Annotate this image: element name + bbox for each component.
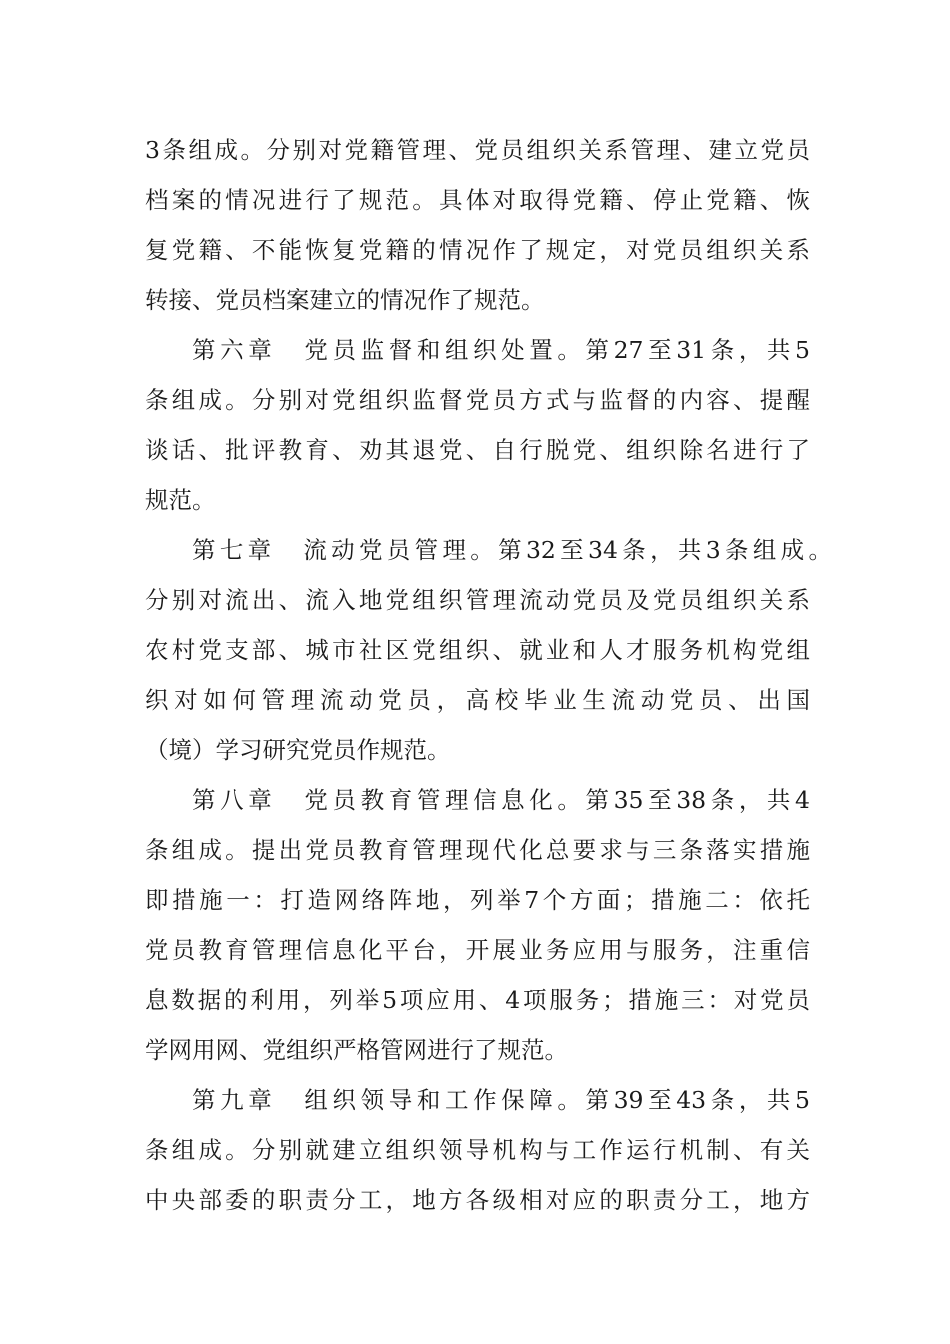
text-line: 条组成。分别对党组织监督党员方式与监督的内容、提醒 <box>145 386 810 414</box>
text-line: 3条组成。分别对党籍管理、党员组织关系管理、建立党员 <box>145 136 810 164</box>
text-line: 规范。 <box>145 486 216 514</box>
text-line: （境）学习研究党员作规范。 <box>145 736 451 764</box>
text-line: 复党籍、不能恢复党籍的情况作了规定，对党员组织关系 <box>145 236 810 264</box>
text-line: 农村党支部、城市社区党组织、就业和人才服务机构党组 <box>145 636 810 664</box>
chapter-7-heading-line: 第七章 流动党员管理。第32至34条，共3条组成。 <box>192 536 832 564</box>
text-line: 分别对流出、流入地党组织管理流动党员及党员组织关系 <box>145 586 810 614</box>
text-line: 党员教育管理信息化平台，开展业务应用与服务，注重信 <box>145 936 810 964</box>
text-line: 中央部委的职责分工，地方各级相对应的职责分工，地方 <box>145 1186 810 1214</box>
text-line: 谈话、批评教育、劝其退党、自行脱党、组织除名进行了 <box>145 436 810 464</box>
chapter-8-heading-line: 第八章 党员教育管理信息化。第35至38条，共4 <box>192 786 810 814</box>
chapter-9-heading-line: 第九章 组织领导和工作保障。第39至43条，共5 <box>192 1086 810 1114</box>
text-line: 学网用网、党组织严格管网进行了规范。 <box>145 1036 568 1064</box>
text-line: 转接、党员档案建立的情况作了规范。 <box>145 286 545 314</box>
text-line: 即措施一：打造网络阵地，列举7个方面；措施二：依托 <box>145 886 810 914</box>
text-line: 息数据的利用，列举5项应用、4项服务；措施三：对党员 <box>145 986 810 1014</box>
text-line: 条组成。提出党员教育管理现代化总要求与三条落实措施 <box>145 836 810 864</box>
text-line: 织对如何管理流动党员，高校毕业生流动党员、出国 <box>145 686 810 714</box>
chapter-6-heading-line: 第六章 党员监督和组织处置。第27至31条，共5 <box>192 336 810 364</box>
text-line: 条组成。分别就建立组织领导机构与工作运行机制、有关 <box>145 1136 810 1164</box>
text-line: 档案的情况进行了规范。具体对取得党籍、停止党籍、恢 <box>145 186 810 214</box>
